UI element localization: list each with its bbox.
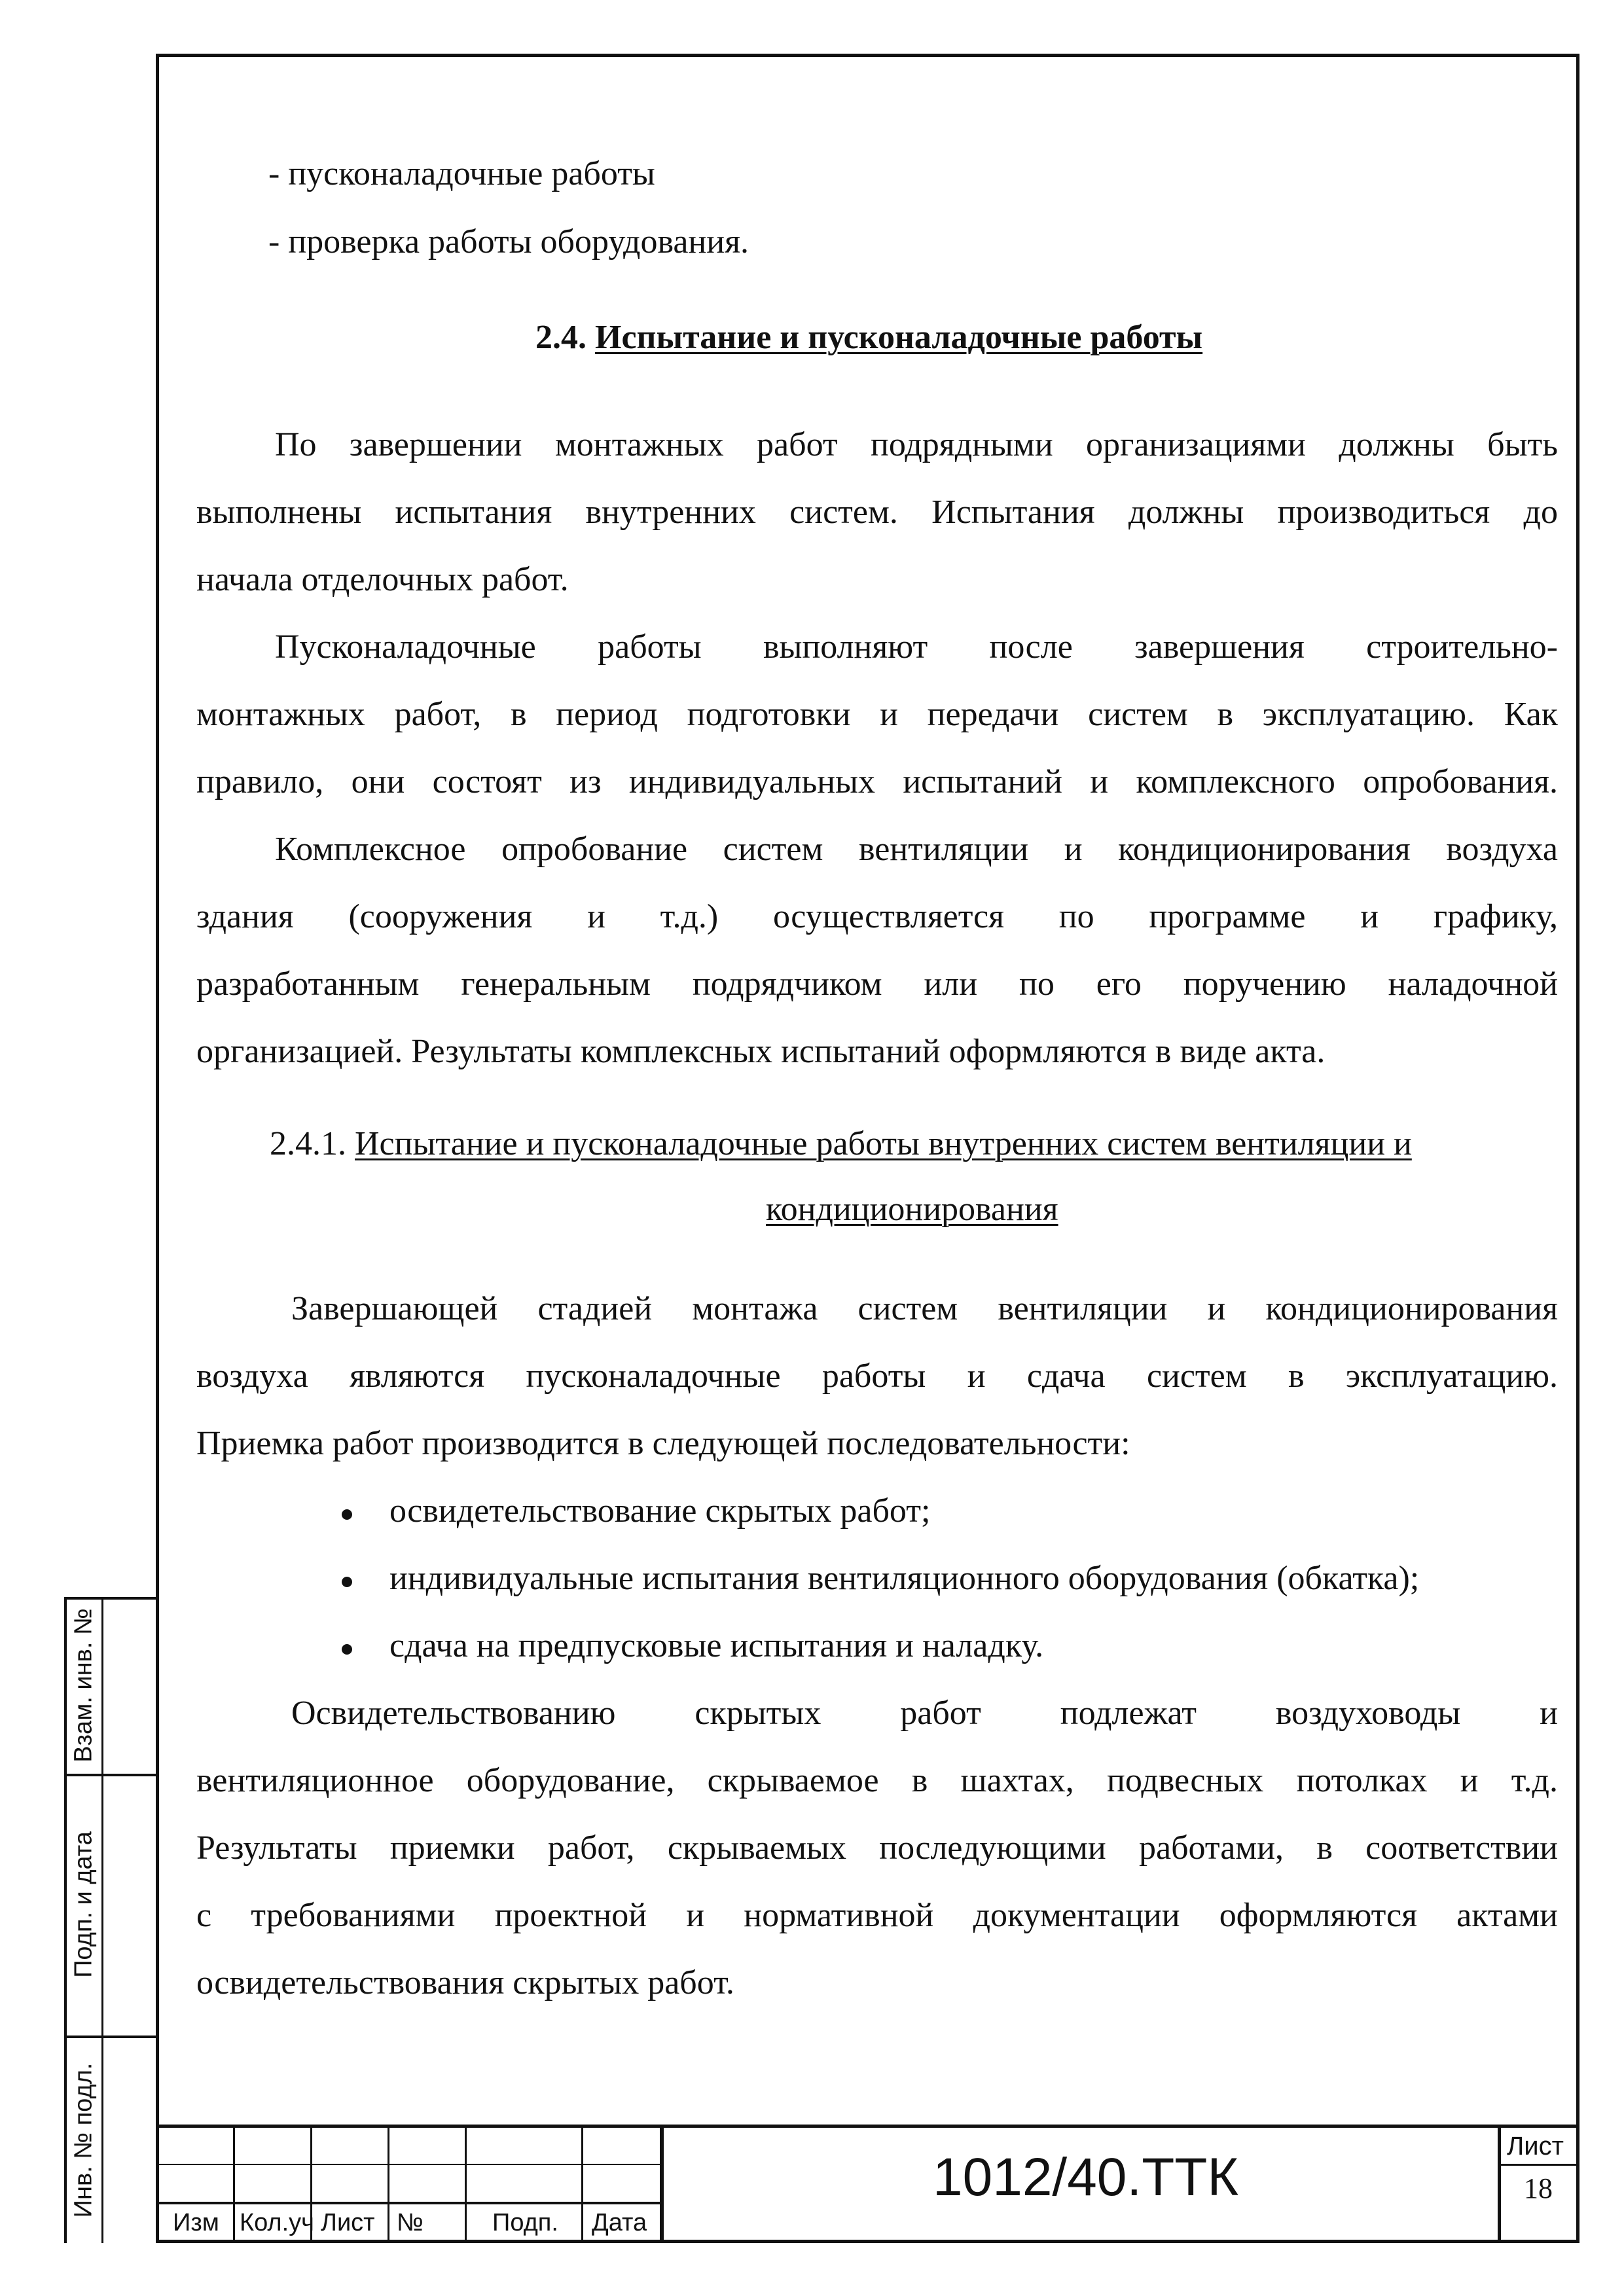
section-heading	[535, 318, 1202, 357]
subsection-heading	[270, 1124, 1412, 1163]
side-label-vzam-inv: Взам. инв. №	[69, 1608, 98, 1763]
bullet-item: индивидуальные испытания вентиляционного оборудования (обкатка);	[389, 1560, 1420, 1597]
title-block-col-line	[388, 2125, 389, 2243]
bullet-item: сдача на предпусковые испытания и наладку.	[389, 1627, 1044, 1664]
side-label-inv-podl: Инв. № подл.	[69, 2062, 98, 2218]
header-number: №	[397, 2209, 424, 2236]
paragraph-line: Результаты приемки работ, скрываемых последующими работами, в соответствии	[196, 1829, 1558, 1867]
side-label-podp-data: Подп. и дата	[69, 1831, 98, 1978]
subsection-number: 2.4.1.	[270, 1125, 346, 1162]
paragraph-line: монтажных работ, в период подготовки и передачи систем в эксплуатацию. Как	[196, 696, 1558, 733]
paragraph-line: Приемка работ производится в следующей последовательности:	[196, 1425, 1130, 1462]
title-block-top-border	[156, 2125, 1579, 2128]
subsection-title-continued: кондиционирования	[766, 1191, 1058, 1228]
title-block-col-line	[233, 2125, 235, 2243]
paragraph-line: начала отделочных работ.	[196, 561, 569, 598]
bullet-dot	[342, 1509, 352, 1520]
section-number: 2.4.	[535, 319, 586, 356]
section-title: Испытание и пусконаладочные работы	[595, 319, 1203, 356]
bullet-item: освидетельствование скрытых работ;	[389, 1492, 931, 1530]
header-podp: Подп.	[492, 2209, 558, 2236]
paragraph-line: Завершающей стадией монтажа систем вентиляции и кондиционирования	[291, 1290, 1558, 1327]
title-block-col-line	[660, 2125, 664, 2243]
header-list: Лист	[321, 2209, 375, 2236]
title-block-col-line	[465, 2125, 467, 2243]
paragraph-line: воздуха являются пусконаладочные работы и сдача систем в эксплуатацию.	[196, 1357, 1558, 1395]
document-code: 1012/40.ТТК	[933, 2147, 1239, 2207]
header-izm: Изм	[173, 2209, 219, 2236]
paragraph-line: Пусконаладочные работы выполняют после завершения строительно-	[275, 628, 1558, 666]
header-data: Дата	[592, 2209, 647, 2236]
side-stamp-divider	[64, 2036, 156, 2038]
side-stamp-divider	[64, 1774, 156, 1776]
paragraph-line: Комплексное опробование систем вентиляции и кондиционирования воздуха	[275, 831, 1558, 868]
paragraph-line: выполнены испытания внутренних систем. Испытания должны производиться до	[196, 493, 1558, 531]
bullet-dot	[342, 1644, 352, 1655]
paragraph-line: По завершении монтажных работ подрядными организациями должны быть	[275, 426, 1558, 463]
paragraph-line: разработанным генеральным подрядчиком или по его поручению наладочной	[196, 965, 1558, 1003]
title-block-row-line	[156, 2202, 664, 2204]
list-item: - проверка работы оборудования.	[268, 223, 749, 260]
title-block-col-line	[581, 2125, 583, 2243]
title-block-col-line	[1498, 2125, 1501, 2243]
sheet-cell-divider	[1499, 2164, 1579, 2166]
list-item: - пусконаладочные работы	[268, 155, 655, 192]
bullet-dot	[342, 1577, 352, 1587]
header-kol-uch: Кол.уч	[240, 2209, 314, 2236]
sheet-label: Лист	[1507, 2132, 1564, 2161]
paragraph-line: освидетельствования скрытых работ.	[196, 1964, 734, 2001]
paragraph-line: Освидетельствованию скрытых работ подлежат воздуховоды и	[291, 1695, 1558, 1732]
sheet-number: 18	[1524, 2172, 1553, 2204]
paragraph-line: с требованиями проектной и нормативной документации оформляются актами	[196, 1897, 1558, 1934]
subsection-title: Испытание и пусконаладочные работы внутренних систем вентиляции и	[355, 1125, 1412, 1162]
paragraph-line: организацией. Результаты комплексных испытаний оформляются в виде акта.	[196, 1033, 1326, 1070]
paragraph-line: вентиляционное оборудование, скрываемое в шахтах, подвесных потолках и т.д.	[196, 1762, 1558, 1799]
title-block-row-line	[156, 2164, 664, 2165]
paragraph-line: правило, они состоят из индивидуальных испытаний и комплексного опробования.	[196, 763, 1558, 800]
paragraph-line: здания (сооружения и т.д.) осуществляется по программе и графику,	[196, 898, 1558, 935]
